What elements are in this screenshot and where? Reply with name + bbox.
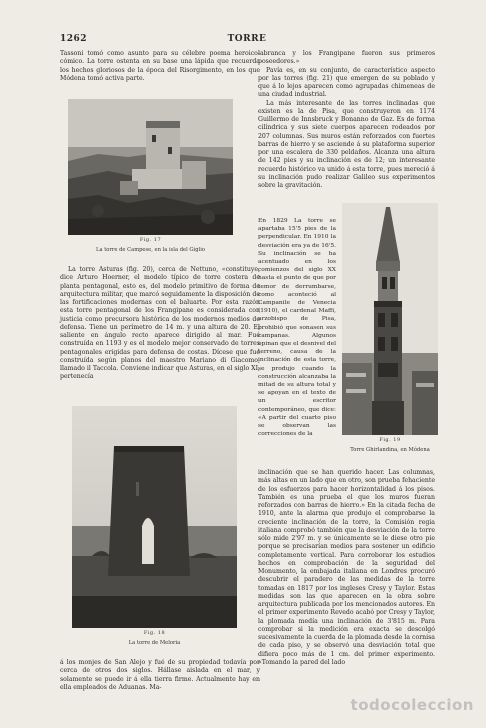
figure-17-number: Fig. 17: [139, 237, 162, 243]
figure-18: [72, 406, 237, 653]
left-column-bottom: [60, 659, 260, 692]
narrow-paragraph: En 1829 La torre se apartaba 15'5 pies de la perpendicular. En 1910 la desviación era ya de 16'5. Su inclinación se ha acentuado en los comienzos del siglo XX hasta el punto de que por temor de derrumbarse, como aconteció al Campanile de Venecia (1910), el cardenal Maffi, arzobispo de Pisa, prohibió que sonasen sus campanas. Algunos opinan que el desnivel del terreno, causa de la inclinación de esta torre, se produjo cuando la construcción alcanzaba la mitad de su altura total y se apoyan en el texto de un escritor contemporáneo, que dice: «A partir del cuarto piso se observan las correcciones de la: [258, 218, 337, 438]
figure-17: [68, 99, 233, 261]
figure-19-number: Fig. 19: [379, 437, 401, 443]
watermark-logo: todocoleccion: [350, 696, 474, 714]
left-column-top: [60, 50, 260, 83]
left-bottom-paragraph: á los monjes de San Alejo y fué de su propiedad todavía por cerca de otros dos siglos. Hállase aislada en el mar, y solamente se puede ir á ella tierra firme. Actualmente hay en ella empleados de Aduanas. Ma-: [60, 659, 260, 691]
right-column-bottom: [258, 469, 435, 667]
pisa-continued-paragraph: inclinación que se han querido hacer. Las columnas, más altas en un lado que en otro, son prueba fehaciente de los esfuerzos para hacer horizontalidad á los pisos. También es una prueba el que los muros fueran reforzados con barras de hierro.» En la citada fecha de 1910, ante la alarma que produjo el comprobarse la creciente inclinación de la torre, la Comisión regia italiana comprobó también que la desviación de la torre sólo mide 2'97 m. y se únicamente se le diese otro pie porque se precisarían medios para sostener un edificio completamente vertical. Para corroborar los estudios hechos en comprobación de la seguridad del Monumento, la embajada italiana en Londres procuró descubrir el paradero de las medidas de la torre tomadas en 1817 por los ingleses Cresy y Taylor. Estas medidas son las que aparecen en la obra sobre arquitectura publicada por los mencionados autores. En el primer experimento Revedo acabó por Cresy y Taylor, la plomada medía una inclinación de 3'815 m. Para comprobar si la medición era exacta se descolgó sucesivamente la cuerda de la plomada desde la cornisa de cada piso, y se observó una desviación total que difiera poco más de 1 cm. del primer experimento. «Tomando la pared del lado: [258, 469, 435, 666]
figure-18-caption: La torre de Meloria: [128, 640, 181, 646]
asturas-paragraph: La torre Asturas (fig. 20), cerca de Nettuno, «constituye, dice Arturo Hoerner, el modelo típico de torre costera de planta pentagonal, esto es, del modelo primitivo de forma de arquitectura militar, que marcó seguidamente la disposición de las fortificaciones modernas con el baluarte. Por esta razón esta torre pentagonal de los Frangipane es considerada con justicia como precursora histórica de los modernos medios de defensa. Tiene un perímetro de 14 m. y una altura de 20. El saliente en ángulo recto aparece dirigido al mar. Fué construída en 1193 y es el modelo mejor conservado de torres pentagonales erigidas para defensa de costas. Dícese que fué construída según planos del maestro Mariano di Giacomo, llamado il Taccola. Conviene indicar que Asturas, en el siglo XI, pertenecía: [60, 266, 260, 381]
figure-19-photo: [342, 203, 438, 435]
right-top-paragraph: labranca y los Frangipane fueron sus primeros poseedores.»: [258, 50, 435, 66]
page-title: TORRE: [227, 34, 267, 44]
right-column-top: [258, 50, 435, 190]
figure-19-caption: Torre Ghirlandina, en Módena: [350, 447, 430, 453]
left-top-paragraph: Tassoni tomó como asunto para su célebre poema heroico-cómico. La torre ostenta en su base una lápida que recuerda los hechos gloriosos de la época del Risorgimento, en los que Módena tomó activa parte.: [60, 50, 260, 82]
figure-17-photo: [68, 99, 233, 235]
figure-18-number: Fig. 18: [143, 630, 166, 636]
figure-18-photo: [72, 406, 237, 628]
pisa-paragraph: La más interesante de las torres inclinadas que existen es la de Pisa, que construyeron en 1174 Guillermo de Innsbruck y Bonanno de Gaz. Es de forma cilíndrica y sus siete cuerpos aparecen rodeados por 207 columnas. Sus muros están reforzados con fuertes barras de hierro y se asciende á su plataforma superior por una escalera de 330 peldaños. Alcanza una altura de 142 pies y su inclinación es de 12; un interesante recuerdo histórico va unido á esta torre, pues mereció á su inclinación pudo realizar Galileo sus experimentos sobre la gravitación.: [258, 99, 435, 189]
left-column-middle: [60, 266, 260, 382]
figure-17-caption: La torre de Campese, en la isla del Giglio: [96, 247, 205, 253]
page-header: [60, 34, 434, 48]
page-number: 1262: [60, 34, 88, 44]
pavia-paragraph: Pavía es, en su conjunto, de característico aspecto por las torres (fig. 21) que emergen de su poblado y que á lo lejos aparecen como agrupadas chimeneas de una ciudad industrial.: [258, 66, 435, 99]
figure-19: [342, 203, 438, 461]
right-column-narrow: [258, 217, 336, 438]
